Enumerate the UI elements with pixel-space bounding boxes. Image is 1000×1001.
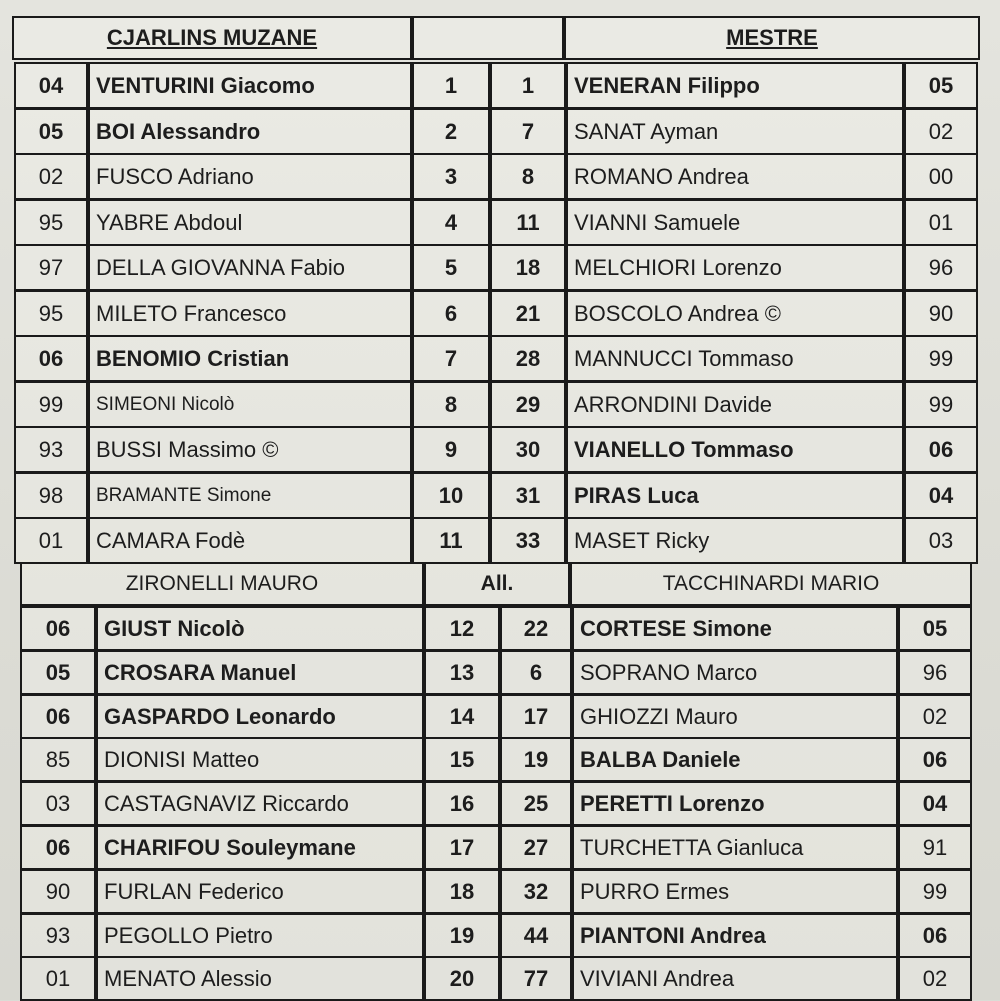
away-player-name: PIANTONI Andrea [572, 913, 898, 958]
away-player-name: TURCHETTA Gianluca [572, 825, 898, 870]
position-number: 3 [412, 153, 490, 200]
home-player-name: BOI Alessandro [88, 108, 412, 155]
position-number: 1 [412, 62, 490, 109]
home-player-name: FUSCO Adriano [88, 153, 412, 200]
away-shirt-number: 44 [500, 913, 572, 958]
away-player-name: PERETTI Lorenzo [572, 781, 898, 826]
away-year: 02 [898, 956, 972, 1001]
home-player-name: CHARIFOU Souleymane [96, 825, 424, 870]
away-shirt-number: 33 [490, 517, 566, 564]
position-number: 10 [412, 472, 490, 519]
away-player-name: MANNUCCI Tommaso [566, 335, 904, 382]
home-player-name: GIUST Nicolò [96, 606, 424, 651]
away-shirt-number: 29 [490, 381, 566, 428]
home-player-name: DIONISI Matteo [96, 737, 424, 782]
away-year: 04 [898, 781, 972, 826]
home-player-name: CAMARA Fodè [88, 517, 412, 564]
position-number: 12 [424, 606, 500, 651]
position-number: 18 [424, 869, 500, 914]
away-shirt-number: 28 [490, 335, 566, 382]
away-shirt-number: 22 [500, 606, 572, 651]
position-number: 5 [412, 244, 490, 291]
away-year: 05 [904, 62, 978, 109]
away-shirt-number: 31 [490, 472, 566, 519]
home-year: 06 [20, 694, 96, 739]
away-player-name: GHIOZZI Mauro [572, 694, 898, 739]
home-player-name: MENATO Alessio [96, 956, 424, 1001]
away-shirt-number: 6 [500, 650, 572, 695]
home-year: 93 [20, 913, 96, 958]
home-player-name: BRAMANTE Simone [88, 472, 412, 519]
away-shirt-number: 25 [500, 781, 572, 826]
home-player-name: YABRE Abdoul [88, 199, 412, 246]
home-year: 93 [14, 426, 88, 473]
away-shirt-number: 30 [490, 426, 566, 473]
away-year: 01 [904, 199, 978, 246]
away-shirt-number: 19 [500, 737, 572, 782]
home-year: 97 [14, 244, 88, 291]
center-header [412, 16, 564, 60]
position-number: 19 [424, 913, 500, 958]
away-year: 90 [904, 290, 978, 337]
away-year: 99 [898, 869, 972, 914]
home-player-name: DELLA GIOVANNA Fabio [88, 244, 412, 291]
away-coach: TACCHINARDI MARIO [570, 562, 972, 606]
away-player-name: PIRAS Luca [566, 472, 904, 519]
away-year: 03 [904, 517, 978, 564]
home-player-name: CASTAGNAVIZ Riccardo [96, 781, 424, 826]
position-number: 15 [424, 737, 500, 782]
away-player-name: VIANELLO Tommaso [566, 426, 904, 473]
away-year: 06 [898, 737, 972, 782]
home-year: 90 [20, 869, 96, 914]
position-number: 16 [424, 781, 500, 826]
away-year: 02 [898, 694, 972, 739]
away-player-name: ARRONDINI Davide [566, 381, 904, 428]
home-player-name: VENTURINI Giacomo [88, 62, 412, 109]
away-shirt-number: 8 [490, 153, 566, 200]
position-number: 7 [412, 335, 490, 382]
home-year: 01 [20, 956, 96, 1001]
away-shirt-number: 11 [490, 199, 566, 246]
home-year: 01 [14, 517, 88, 564]
away-year: 91 [898, 825, 972, 870]
home-player-name: BUSSI Massimo © [88, 426, 412, 473]
away-shirt-number: 7 [490, 108, 566, 155]
away-player-name: MELCHIORI Lorenzo [566, 244, 904, 291]
position-number: 14 [424, 694, 500, 739]
home-coach: ZIRONELLI MAURO [20, 562, 424, 606]
home-player-name: PEGOLLO Pietro [96, 913, 424, 958]
coach-label: All. [424, 562, 570, 606]
position-number: 8 [412, 381, 490, 428]
away-year: 04 [904, 472, 978, 519]
home-year: 95 [14, 290, 88, 337]
position-number: 2 [412, 108, 490, 155]
home-year: 02 [14, 153, 88, 200]
home-player-name: GASPARDO Leonardo [96, 694, 424, 739]
home-year: 03 [20, 781, 96, 826]
position-number: 20 [424, 956, 500, 1001]
home-year: 06 [14, 335, 88, 382]
home-year: 99 [14, 381, 88, 428]
away-shirt-number: 1 [490, 62, 566, 109]
away-year: 99 [904, 381, 978, 428]
away-shirt-number: 17 [500, 694, 572, 739]
away-player-name: SANAT Ayman [566, 108, 904, 155]
home-player-name: BENOMIO Cristian [88, 335, 412, 382]
away-year: 99 [904, 335, 978, 382]
away-player-name: VIANNI Samuele [566, 199, 904, 246]
away-player-name: CORTESE Simone [572, 606, 898, 651]
home-player-name: FURLAN Federico [96, 869, 424, 914]
away-shirt-number: 21 [490, 290, 566, 337]
away-team-header: MESTRE [564, 16, 980, 60]
home-player-name: CROSARA Manuel [96, 650, 424, 695]
away-year: 02 [904, 108, 978, 155]
away-player-name: VENERAN Filippo [566, 62, 904, 109]
away-player-name: SOPRANO Marco [572, 650, 898, 695]
away-player-name: ROMANO Andrea [566, 153, 904, 200]
away-shirt-number: 18 [490, 244, 566, 291]
away-year: 06 [898, 913, 972, 958]
away-shirt-number: 32 [500, 869, 572, 914]
position-number: 4 [412, 199, 490, 246]
home-year: 04 [14, 62, 88, 109]
position-number: 13 [424, 650, 500, 695]
away-year: 96 [898, 650, 972, 695]
position-number: 9 [412, 426, 490, 473]
away-shirt-number: 77 [500, 956, 572, 1001]
home-year: 05 [20, 650, 96, 695]
position-number: 11 [412, 517, 490, 564]
home-year: 95 [14, 199, 88, 246]
away-player-name: BOSCOLO Andrea © [566, 290, 904, 337]
position-number: 6 [412, 290, 490, 337]
home-player-name: MILETO Francesco [88, 290, 412, 337]
away-year: 96 [904, 244, 978, 291]
home-year: 98 [14, 472, 88, 519]
away-player-name: MASET Ricky [566, 517, 904, 564]
away-player-name: VIVIANI Andrea [572, 956, 898, 1001]
away-shirt-number: 27 [500, 825, 572, 870]
away-year: 00 [904, 153, 978, 200]
away-year: 06 [904, 426, 978, 473]
home-team-header: CJARLINS MUZANE [12, 16, 412, 60]
away-year: 05 [898, 606, 972, 651]
away-player-name: BALBA Daniele [572, 737, 898, 782]
home-year: 06 [20, 825, 96, 870]
home-player-name: SIMEONI Nicolò [88, 381, 412, 428]
position-number: 17 [424, 825, 500, 870]
home-year: 06 [20, 606, 96, 651]
away-player-name: PURRO Ermes [572, 869, 898, 914]
home-year: 85 [20, 737, 96, 782]
home-year: 05 [14, 108, 88, 155]
